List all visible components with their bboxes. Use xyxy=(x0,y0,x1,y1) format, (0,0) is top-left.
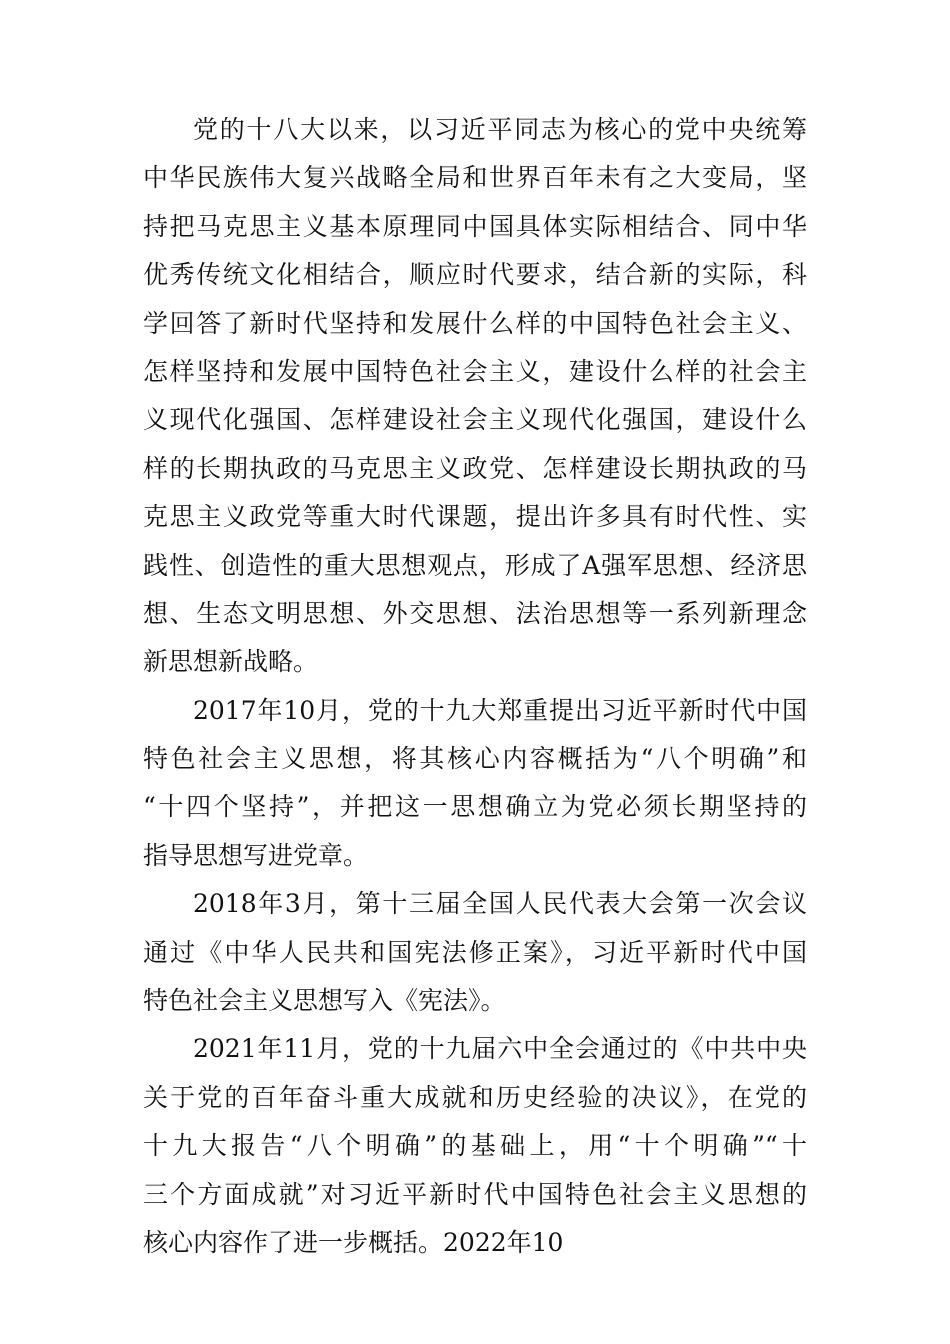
text-line: 义现代化强国、怎样建设社会主义现代化强国，建设什么 xyxy=(143,405,807,435)
text-line: 2018年3月，第十三届全国人民代表大会第一次会议 xyxy=(193,889,807,919)
paragraph-2 xyxy=(143,687,807,881)
text-line: 三个方面成就”对习近平新时代中国特色社会主义思想的 xyxy=(143,1179,807,1209)
text-line: 践性、创造性的重大思想观点，形成了A强军思想、经济思 xyxy=(143,550,807,580)
text-line: 优秀传统文化相结合，顺应时代要求，结合新的实际，科 xyxy=(143,260,807,290)
paragraph-3 xyxy=(143,880,807,1025)
text-line: “十四个坚持”，并把这一思想确立为党必须长期坚持的 xyxy=(143,792,807,822)
text-line: 克思主义政党等重大时代课题，提出许多具有时代性、实 xyxy=(143,502,807,532)
text-line: 核心内容作了进一步概括。2022年10 xyxy=(143,1227,564,1257)
text-line: 想、生态文明思想、外交思想、法治思想等一系列新理念 xyxy=(143,598,807,628)
text-line: 学回答了新时代坚持和发展什么样的中国特色社会主义、 xyxy=(143,308,807,338)
text-line: 怎样坚持和发展中国特色社会主义，建设什么样的社会主 xyxy=(143,356,807,386)
text-line: 中华民族伟大复兴战略全局和世界百年未有之大变局，坚 xyxy=(143,163,807,193)
text-line: 特色社会主义思想写入《宪法》。 xyxy=(143,986,506,1016)
text-line: 特色社会主义思想，将其核心内容概括为“八个明确”和 xyxy=(143,744,807,774)
text-line: 关于党的百年奋斗重大成就和历史经验的决议》，在党的 xyxy=(143,1082,807,1112)
text-line: 指导思想写进党章。 xyxy=(143,840,369,870)
text-line: 样的长期执政的马克思主义政党、怎样建设长期执政的马 xyxy=(143,453,807,483)
text-line: 十九大报告“八个明确”的基础上，用“十个明确”“十 xyxy=(143,1131,807,1161)
text-line: 党的十八大以来，以习近平同志为核心的党中央统筹 xyxy=(193,115,807,144)
document-body xyxy=(143,106,807,1267)
text-line: 2021年11月，党的十九届六中全会通过的《中共中央 xyxy=(193,1034,807,1064)
text-line: 2017年10月，党的十九大郑重提出习近平新时代中国 xyxy=(193,695,807,725)
text-line: 通过《中华人民共和国宪法修正案》，习近平新时代中国 xyxy=(143,937,807,967)
paragraph-1 xyxy=(143,106,807,687)
text-line: 新思想新战略。 xyxy=(143,647,319,677)
text-line: 持把马克思主义基本原理同中国具体实际相结合、同中华 xyxy=(143,211,807,241)
paragraph-4 xyxy=(143,1025,807,1267)
